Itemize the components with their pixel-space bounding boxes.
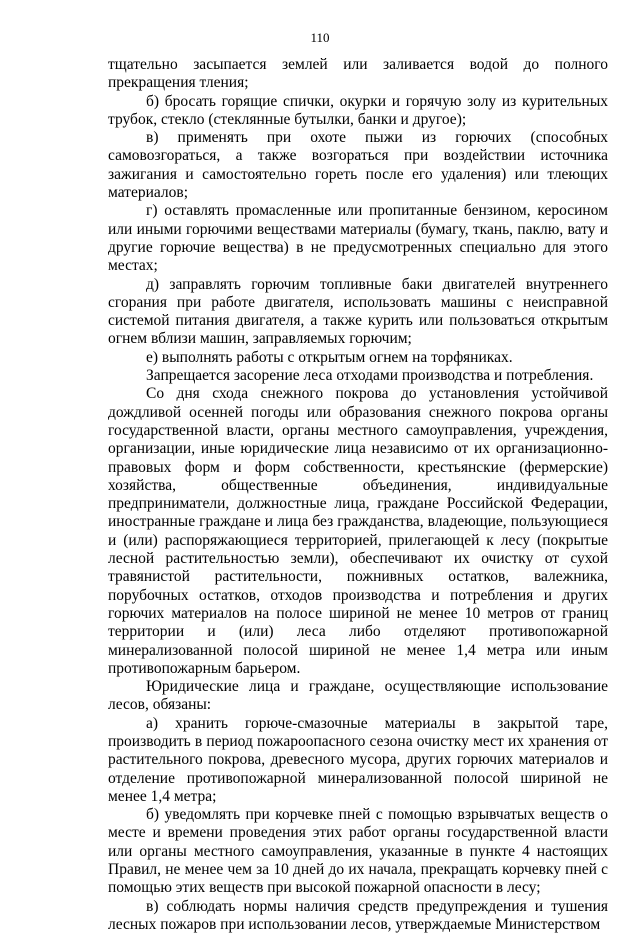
paragraph-obligation-b: б) уведомлять при корчевке пней с помощью взрывчатых веществ о месте и времени проведения этих работ органы государственной власти или органы местного самоуправления, указанные в пункте 4 настоящих Правил, не менее чем за 10 дней до их начала, прекращать корчевку пней с помощью этих веществ при высокой пожарной опасности в лесу; [108, 806, 608, 897]
paragraph-item-g: г) оставлять промасленные или пропитанные бензином, керосином или иными горючими веществами материалы (бумагу, ткань, паклю, вату и другие горючие вещества) в не предусмотренных специально для этого местах; [108, 202, 608, 275]
paragraph-obligations-intro: Юридические лица и граждане, осуществляющие использование лесов, обязаны: [108, 678, 608, 714]
paragraph-cleaning-requirement: Со дня схода снежного покрова до установления устойчивой дождливой осенней погоды или образования снежного покрова органы государственной власти, органы местного самоуправления, учреждения, организации, иные юридические лица независимо от их организационно-правовых форм и форм собственности, крестьянские (фермерские) хозяйства, общественные объединения, индивидуальные предприниматели, должностные лица, граждане Российской Федерации, иностранные граждане и лица без гражданства, владеющие, пользующиеся и (или) распоряжающиеся территорией, прилегающей к лесу (покрытые лесной растительностью земли), обеспечивают их очистку от сухой травянистой растительности, пожнивных остатков, валежника, порубочных остатков, отходов производства и потребления и других горючих материалов на полосе шириной не менее 10 метров от границ территории и (или) леса либо отделяют противопожарной минерализованной полосой шириной не менее 1,4 метра или иным противопожарным барьером. [108, 385, 608, 677]
paragraph-obligation-v: в) соблюдать нормы наличия средств предупреждения и тушения лесных пожаров при использовании лесов, утверждаемые Министерством [108, 897, 608, 933]
paragraph-item-v: в) применять при охоте пыжи из горючих (способных самовозгораться, а также возгораться при воздействии источника зажигания и самостоятельно гореть после его удаления) или тлеющих материалов; [108, 129, 608, 202]
paragraph-prohibition: Запрещается засорение леса отходами производства и потребления. [146, 367, 594, 385]
paragraph-item-e: е) выполнять работы с открытым огнем на торфяниках. [146, 348, 513, 366]
page-number: 110 [310, 30, 330, 45]
body-text [108, 56, 608, 934]
paragraph-item-d: д) заправлять горючим топливные баки двигателей внутреннего сгорания при работе двигателя, использовать машины с неисправной системой питания двигателя, а также курить или пользоваться открытым огнем вблизи машин, заправляемых горючим; [108, 275, 608, 348]
paragraph-obligation-a: а) хранить горюче-смазочные материалы в закрытой таре, производить в период пожароопасного сезона очистку мест их хранения от растительного покрова, древесного мусора, других горючих материалов и отделение противопожарной минерализованной полосой шириной не менее 1,4 метра; [108, 714, 608, 805]
paragraph-item-b: б) бросать горящие спички, окурки и горячую золу из курительных трубок, стекло (стеклянные бутылки, банки и другое); [108, 92, 608, 128]
paragraph-continuation: тщательно засыпается землей или заливается водой до полного прекращения тления; [108, 56, 608, 92]
